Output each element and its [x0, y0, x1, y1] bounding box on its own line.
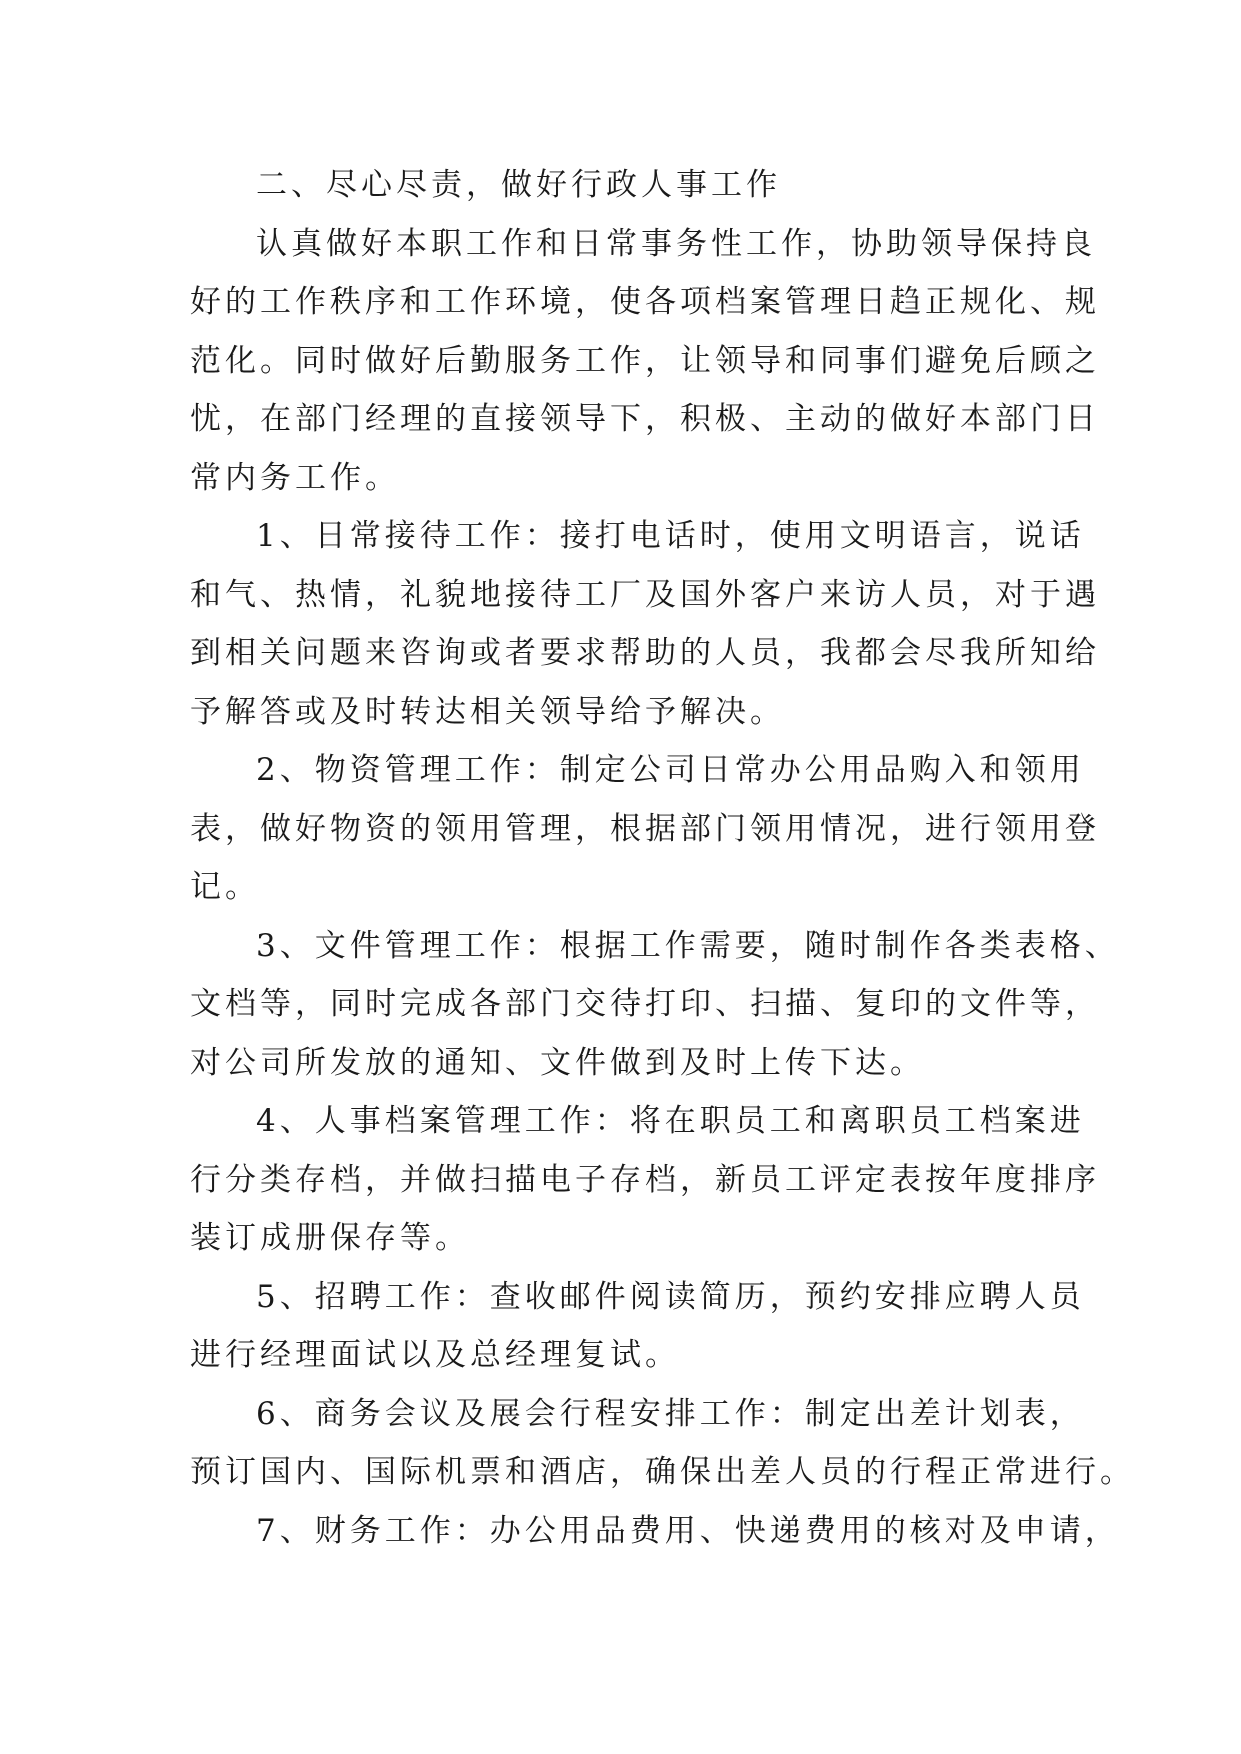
paragraph	[190, 917, 1120, 1093]
text-line: 忧，在部门经理的直接领导下，积极、主动的做好本部门日	[190, 401, 1100, 437]
paragraph	[190, 741, 1100, 917]
text-line: 3、文件管理工作：根据工作需要，随时制作各类表格、	[256, 927, 1120, 964]
text-line: 装订成册保存等。	[190, 1220, 470, 1256]
text-line: 好的工作秩序和工作环境，使各项档案管理日趋正规化、规	[190, 284, 1100, 320]
section-heading	[190, 156, 1050, 215]
paragraph	[190, 507, 1100, 741]
text-line: 认真做好本职工作和日常事务性工作，协助领导保持良	[256, 225, 1096, 262]
text-line: 进行经理面试以及总经理复试。	[190, 1337, 680, 1373]
paragraph	[190, 1268, 1085, 1385]
text-line: 5、招聘工作：查收邮件阅读简历，预约安排应聘人员	[256, 1278, 1085, 1315]
text-line: 预订国内、国际机票和酒店，确保出差人员的行程正常进行。	[190, 1454, 1135, 1490]
text-line: 表，做好物资的领用管理，根据部门领用情况，进行领用登	[190, 810, 1100, 847]
text-line: 2、物资管理工作：制定公司日常办公用品购入和领用	[256, 752, 1085, 788]
text-line: 二、尽心尽责，做好行政人事工作	[256, 167, 781, 203]
paragraph	[190, 1502, 1120, 1561]
text-line: 予解答或及时转达相关领导给予解决。	[190, 693, 785, 730]
text-line: 常内务工作。	[190, 459, 400, 496]
document-body	[190, 156, 1135, 1560]
text-line: 4、人事档案管理工作：将在职员工和离职员工档案进	[256, 1103, 1085, 1139]
text-line: 对公司所发放的通知、文件做到及时上传下达。	[190, 1044, 925, 1081]
text-line: 1、日常接待工作：接打电话时，使用文明语言，说话	[256, 518, 1085, 554]
text-line: 7、财务工作：办公用品费用、快递费用的核对及申请，	[256, 1512, 1120, 1549]
text-line: 范化。同时做好后勤服务工作，让领导和同事们避免后顾之	[190, 342, 1100, 379]
text-line: 行分类存档，并做扫描电子存档，新员工评定表按年度排序	[190, 1161, 1100, 1198]
paragraph	[190, 215, 1100, 508]
text-line: 到相关问题来咨询或者要求帮助的人员，我都会尽我所知给	[190, 635, 1100, 671]
text-line: 6、商务会议及展会行程安排工作：制定出差计划表，	[256, 1395, 1085, 1432]
text-line: 文档等，同时完成各部门交待打印、扫描、复印的文件等，	[190, 986, 1100, 1022]
paragraph	[190, 1385, 1135, 1502]
text-line: 记。	[190, 869, 260, 905]
text-line: 和气、热情，礼貌地接待工厂及国外客户来访人员，对于遇	[190, 576, 1100, 613]
paragraph	[190, 1092, 1100, 1268]
